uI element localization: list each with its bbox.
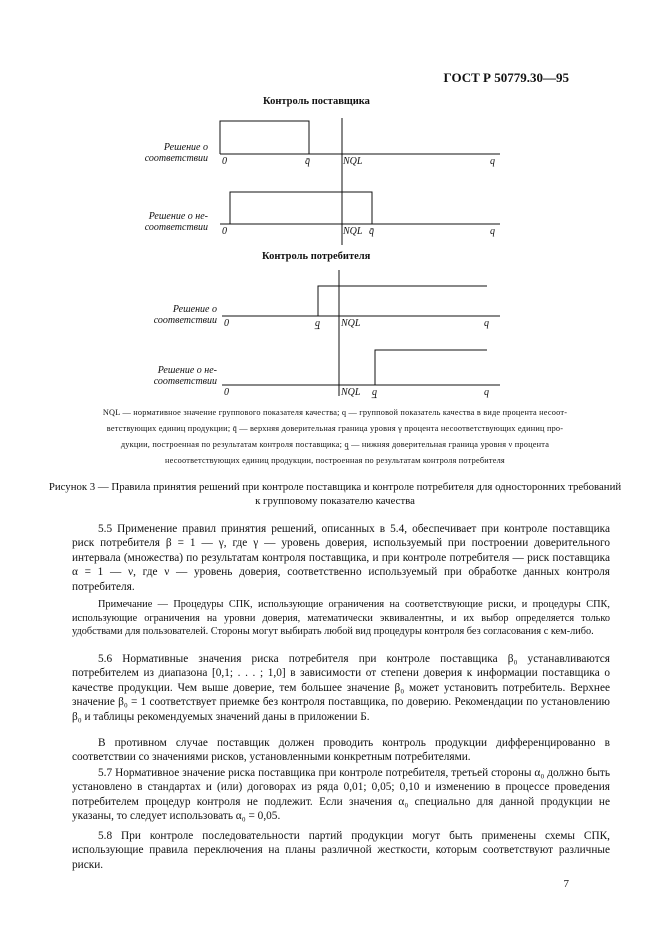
axis-nql-label: NQL bbox=[343, 156, 363, 167]
paragraph-5-7: 5.7 Нормативное значение риска поставщика при контроле потребителя, третьей стороны α₀ должно быть установлено в стандартах и (или) договорах из ряда 0,01; 0,05; 0,10 и изменению в процессе проведения потребителем процедур контроля не подлежит. Если значения α₀ специально для данной продукции не указаны, то следует использовать α₀ = 0,05. bbox=[72, 767, 610, 823]
paragraph-otherwise: В противном случае поставщик должен проводить контроль продукции дифференцированно в соответствии со значениями рисков, установленными конкретным потребителями. bbox=[72, 737, 610, 764]
supplier-control-title: Контроль поставщика bbox=[263, 96, 370, 107]
axis-zero-label: 0 bbox=[224, 318, 229, 329]
note-paragraph: Примечание — Процедуры СПК, использующие ограничения на соответствующие риски, и процедуры СПК, использующие ограничения на уровни доверия, математически эквивалентны, и их выбор определяется только удобствами для пользователей. Стороны могут выбирать любой вид процедуры контроля без согласования с кем-либо. bbox=[72, 599, 610, 638]
paragraph-5-8: 5.8 При контроле последовательности партий продукции могут быть применены схемы СПК, использующие правила переключения на планы различной жесткости, которым соответствуют различные риски. bbox=[72, 830, 610, 871]
axis-zero-label: 0 bbox=[222, 226, 227, 237]
axis-q-upper-label: q̄ bbox=[305, 156, 310, 167]
row-label-consumer-nonconformity: Решение о не- соответствии bbox=[153, 365, 217, 387]
axis-zero-label: 0 bbox=[224, 387, 229, 398]
row-label-supplier-conformity: Решение о соответствии bbox=[144, 142, 208, 164]
row-label-consumer-conformity: Решение о соответствии bbox=[153, 304, 217, 326]
axis-nql-label: NQL bbox=[341, 387, 361, 398]
consumer-nonconformity-step bbox=[375, 350, 487, 385]
supplier-nonconformity-step bbox=[230, 192, 372, 224]
axis-q-label: q bbox=[490, 156, 495, 167]
supplier-conformity-step bbox=[220, 121, 309, 154]
axis-q-label: q bbox=[484, 318, 489, 329]
row-label-supplier-nonconformity: Решение о не- соответствии bbox=[144, 211, 208, 233]
figure-legend: NQL — нормативное значение группового показателя качества; q — групповой показатель качества в виде процента несоот- ветствующих единиц продукции; q̄ — верхняя доверительная граница уровня γ процента несоответствующих единиц про- дукции, построенная по результатам контроля поставщика; q̲ — нижняя доверительная граница уровня ν процента несоответствующих единиц продукции, построенная по результатам контроля потребителя bbox=[102, 408, 568, 465]
paragraph-5-5: 5.5 Применение правил принятия решений, описанных в 5.4, обеспечивает при контроле поставщика риск потребителя β = 1 — γ, где γ — уровень доверия, используемый при построении доверительного интервала (множества) по результатам контроля поставщика, и при контроле потребителя — риск поставщика α = 1 — ν, где ν — уровень доверия, соответственно используемый при обработке данных контроля потребителя. bbox=[72, 523, 610, 593]
document-header: ГОСТ Р 50779.30—95 bbox=[443, 70, 569, 85]
figure-caption: Рисунок 3 — Правила принятия решений при контроле поставщика и контроле потребителя для односторонних требований к групповому показателю качества bbox=[48, 481, 622, 507]
paragraph-5-6: 5.6 Нормативные значения риска потребителя при контроле поставщика β₀ устанавливаются потребителем из диапазона [0,1; . . . ; 1,0] в зависимости от степени доверия к информации поставщика о качестве продукции. Чем выше доверие, тем большее значение β₀ может установить потребитель. Верхнее значение β₀ = 1 соответствует приемке без контроля поставщика, по доверию. Рекомендации по установлению β₀ и таблицы рекомендуемых значений даны в приложении Б. bbox=[72, 653, 610, 723]
axis-nql-label: NQL bbox=[343, 226, 363, 237]
axis-q-label: q bbox=[490, 226, 495, 237]
axis-q-label: q bbox=[484, 387, 489, 398]
axis-q-upper-label: q̄ bbox=[369, 226, 374, 237]
axis-q-lower-label: q̲ bbox=[315, 318, 320, 329]
axis-zero-label: 0 bbox=[222, 156, 227, 167]
page-number: 7 bbox=[563, 878, 569, 890]
consumer-control-title: Контроль потребителя bbox=[262, 251, 371, 262]
consumer-conformity-step bbox=[318, 286, 487, 316]
axis-nql-label: NQL bbox=[341, 318, 361, 329]
axis-q-lower-label: q̲ bbox=[372, 387, 377, 398]
